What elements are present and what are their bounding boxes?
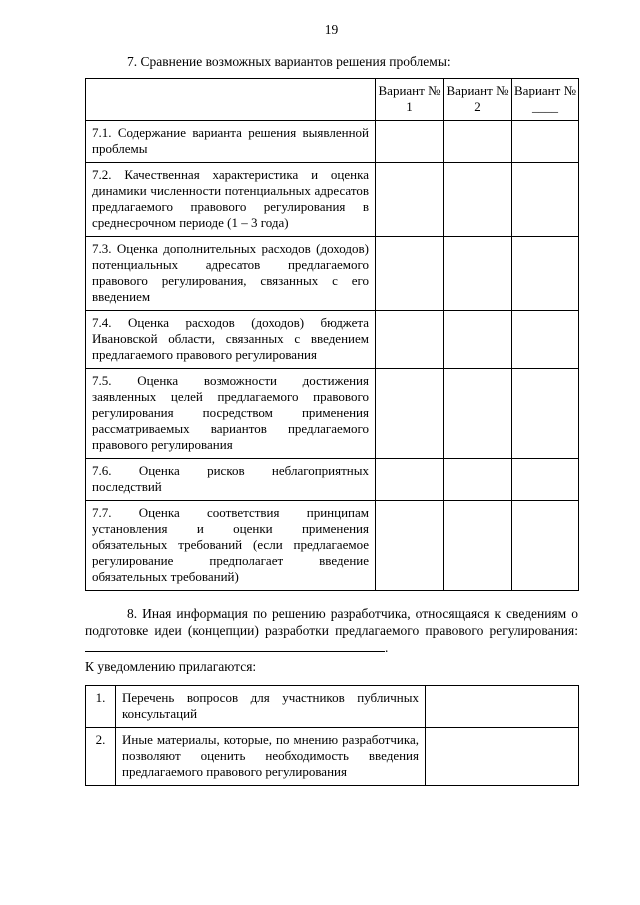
attachments-label: К уведомлению прилагаются: — [85, 659, 257, 674]
empty-cell — [444, 369, 512, 459]
empty-cell — [426, 686, 579, 728]
row-label: 7.5. Оценка возможности достижения заявленных целей предлагаемого правового регулирования посредством применения рассматриваемых вариантов предлагаемого правового регулирования — [86, 369, 376, 459]
attachments-row-2 — [86, 728, 579, 786]
header-variant-1: Вариант № 1 — [376, 79, 444, 121]
fill-in-blank-line — [85, 641, 385, 652]
section8-text: 8. Иная информация по решению разработчика, относящаяся к сведениям о подготовке идеи (концепции) разработки предлагаемого правового регулирования: — [85, 606, 578, 638]
header-empty-cell — [86, 79, 376, 121]
row-label: 7.6. Оценка рисков неблагоприятных последствий — [86, 459, 376, 501]
empty-cell — [512, 121, 579, 163]
empty-cell — [376, 237, 444, 311]
section8-period: . — [385, 640, 389, 655]
empty-cell — [426, 728, 579, 786]
row-number: 1. — [86, 686, 116, 728]
table1-row-7-4 — [86, 311, 579, 369]
attachments-row-1 — [86, 686, 579, 728]
row-label: 7.2. Качественная характеристика и оценка динамики численности потенциальных адресатов предлагаемого правового регулирования в среднесрочном периоде (1 – 3 года) — [86, 163, 376, 237]
row-label: 7.4. Оценка расходов (доходов) бюджета Ивановской области, связанных с введением предлагаемого правового регулирования — [86, 311, 376, 369]
empty-cell — [376, 459, 444, 501]
empty-cell — [512, 311, 579, 369]
row-text: Иные материалы, которые, по мнению разработчика, позволяют оценить необходимость введения предлагаемого правового регулирования — [116, 728, 426, 786]
table1-row-7-2 — [86, 163, 579, 237]
empty-cell — [444, 163, 512, 237]
empty-cell — [376, 369, 444, 459]
table1-row-7-1 — [86, 121, 579, 163]
table1-header-row — [86, 79, 579, 121]
empty-cell — [512, 459, 579, 501]
empty-cell — [444, 121, 512, 163]
header-variant-blank: Вариант № ____ — [512, 79, 579, 121]
table1-row-7-7 — [86, 501, 579, 591]
row-label: 7.7. Оценка соответствия принципам установления и оценки применения обязательных требований (если предлагаемое регулирование предполагает введение обязательных требований) — [86, 501, 376, 591]
empty-cell — [444, 459, 512, 501]
empty-cell — [376, 501, 444, 591]
header-variant-2: Вариант № 2 — [444, 79, 512, 121]
page-number: 19 — [324, 22, 339, 37]
empty-cell — [376, 311, 444, 369]
row-number: 2. — [86, 728, 116, 786]
empty-cell — [512, 369, 579, 459]
table1-row-7-6 — [86, 459, 579, 501]
empty-cell — [376, 163, 444, 237]
row-label: 7.1. Содержание варианта решения выявленной проблемы — [86, 121, 376, 163]
table1-row-7-3 — [86, 237, 579, 311]
empty-cell — [512, 237, 579, 311]
attachments-table — [85, 685, 579, 786]
empty-cell — [512, 501, 579, 591]
comparison-table — [85, 78, 579, 591]
comparison-table-title: 7. Сравнение возможных вариантов решения проблемы: — [127, 54, 451, 69]
row-label: 7.3. Оценка дополнительных расходов (доходов) потенциальных адресатов предлагаемого правового регулирования, связанных с его введением — [86, 237, 376, 311]
empty-cell — [512, 163, 579, 237]
table1-row-7-5 — [86, 369, 579, 459]
section8-paragraph — [85, 605, 578, 656]
empty-cell — [444, 311, 512, 369]
row-text: Перечень вопросов для участников публичных консультаций — [116, 686, 426, 728]
empty-cell — [444, 501, 512, 591]
empty-cell — [376, 121, 444, 163]
empty-cell — [444, 237, 512, 311]
